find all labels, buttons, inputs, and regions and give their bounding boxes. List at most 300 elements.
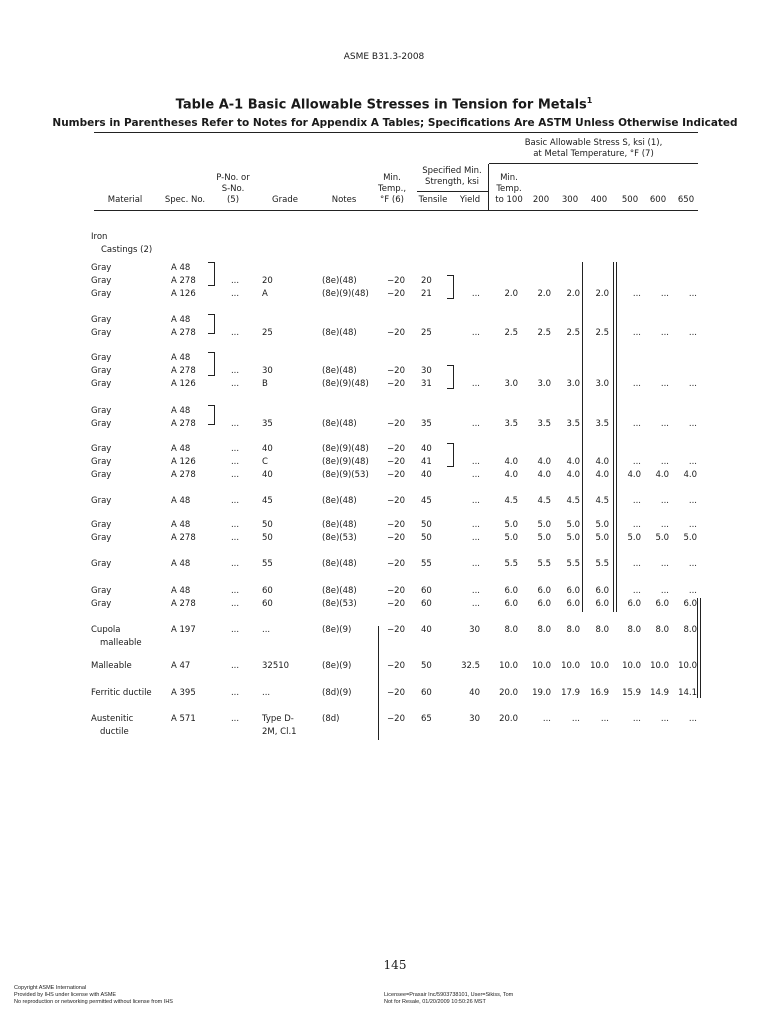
strength-group-header: [412, 166, 492, 188]
cell-mintemp: −20: [387, 276, 405, 286]
cell-stress: 2.0: [566, 289, 580, 299]
cell-spec: A 48: [171, 444, 191, 454]
cell-tensile: 21: [421, 289, 432, 299]
cell-stress: 17.9: [561, 688, 580, 698]
col-spec: Spec. No.: [164, 195, 206, 205]
cell-mintemp: −20: [387, 457, 405, 467]
cell-stress: 8.0: [627, 625, 641, 635]
col-yield: Yield: [459, 195, 481, 205]
cell-stress: 2.0: [537, 289, 551, 299]
cell-stress: ...: [688, 419, 697, 429]
cell-notes: (8e)(48): [322, 496, 357, 506]
cell-stress: ...: [632, 559, 641, 569]
cell-spec: A 48: [171, 353, 191, 363]
cell-notes: (8e)(9)(48): [322, 379, 369, 389]
cell-mintemp: −20: [387, 366, 405, 376]
cell-pno: ...: [230, 444, 240, 454]
cell-stress: 5.0: [627, 533, 641, 543]
cell-mintemp: −20: [387, 470, 405, 480]
cell-stress: 8.0: [595, 625, 609, 635]
footer-right-line2: Not for Resale, 01/20/2009 10:50:26 MST: [384, 999, 486, 1005]
cell-spec: A 48: [171, 406, 191, 416]
cell-tensile: 65: [421, 714, 432, 724]
cell-stress: ...: [632, 379, 641, 389]
cell-mintemp: −20: [387, 419, 405, 429]
cell-stress: 5.5: [504, 559, 518, 569]
cell-grade: 25: [262, 328, 273, 338]
cell-material: Austenitic: [91, 714, 134, 724]
cell-stress: 19.0: [532, 688, 551, 698]
cell-grade: 45: [262, 496, 273, 506]
section-heading: [91, 231, 152, 257]
bracket-mark: [208, 405, 215, 425]
cell-stress: 2.5: [537, 328, 551, 338]
cell-stress: 6.0: [537, 586, 551, 596]
col-mintemp: [372, 173, 412, 206]
cell-stress: 5.0: [537, 533, 551, 543]
cell-stress: ...: [688, 289, 697, 299]
cell-stress: ...: [660, 379, 669, 389]
cell-grade: 55: [262, 559, 273, 569]
cell-stress: 5.0: [683, 533, 697, 543]
cell-yield: ...: [471, 520, 480, 530]
cell-yield: ...: [471, 533, 480, 543]
cell-stress: 5.5: [595, 559, 609, 569]
cell-mintemp: −20: [387, 379, 405, 389]
cell-pno: ...: [230, 533, 240, 543]
cell-notes: (8d)(9): [322, 688, 352, 698]
cell-mintemp: −20: [387, 661, 405, 671]
cell-pno: ...: [230, 470, 240, 480]
cell-stress: ...: [688, 457, 697, 467]
cell-stress: ...: [632, 328, 641, 338]
stress-header-line2: at Metal Temperature, °F (7): [533, 149, 654, 159]
cell-material: Gray: [91, 289, 112, 299]
cell-spec: A 571: [171, 714, 196, 724]
cell-stress: 14.9: [650, 688, 669, 698]
cell-stress: 4.0: [566, 470, 580, 480]
cell-pno: ...: [230, 366, 240, 376]
cell-stress: 3.5: [566, 419, 580, 429]
footer-right: [384, 992, 513, 1006]
cell-tensile: 40: [421, 444, 432, 454]
table-title-text: Table A-1 Basic Allowable Stresses in Tension for Metals: [175, 97, 587, 113]
cell-grade: 40: [262, 444, 273, 454]
col-temp-650: 650: [677, 195, 695, 205]
cell-yield: 30: [469, 625, 480, 635]
cell-mintemp: −20: [387, 714, 405, 724]
cell-notes: (8e)(48): [322, 520, 357, 530]
cell-material: Gray: [91, 315, 112, 325]
col-mintemp-line1: Min.: [383, 173, 401, 183]
cell-pno: ...: [230, 419, 240, 429]
cell-stress: 3.5: [595, 419, 609, 429]
cell-stress: ...: [571, 714, 580, 724]
cell-yield: ...: [471, 289, 480, 299]
cell-grade: C: [262, 457, 268, 467]
cell-stress: 4.5: [595, 496, 609, 506]
rule-400: [582, 262, 583, 612]
cell-spec: A 395: [171, 688, 196, 698]
cell-mintemp: −20: [387, 520, 405, 530]
rule-500b: [616, 262, 617, 612]
cell-stress: ...: [688, 586, 697, 596]
col-temp-400: 400: [590, 195, 608, 205]
cell-pno: ...: [230, 599, 240, 609]
cell-stress: 16.9: [590, 688, 609, 698]
rule-500a: [613, 262, 614, 612]
cell-spec: A 48: [171, 520, 191, 530]
cell-tensile: 60: [421, 688, 432, 698]
cell-stress: ...: [632, 496, 641, 506]
cell-tensile: 30: [421, 366, 432, 376]
cell-grade: 2M, Cl.1: [262, 727, 297, 737]
cell-stress: 5.0: [504, 533, 518, 543]
cell-material: Gray: [91, 328, 112, 338]
bracket-mark: [447, 443, 454, 467]
cell-stress: 4.0: [504, 470, 518, 480]
cell-notes: (8e)(48): [322, 419, 357, 429]
cell-spec: A 48: [171, 315, 191, 325]
cell-mintemp: −20: [387, 328, 405, 338]
cell-stress: ...: [632, 289, 641, 299]
cell-mintemp: −20: [387, 599, 405, 609]
cell-material: Gray: [91, 263, 112, 273]
cell-stress: 8.0: [566, 625, 580, 635]
cell-grade: 32510: [262, 661, 290, 671]
cell-notes: (8e)(48): [322, 586, 357, 596]
cell-stress: 3.0: [504, 379, 518, 389]
running-header: ASME B31.3-2008: [343, 52, 425, 62]
col-temp-200: 200: [532, 195, 550, 205]
cell-stress: 6.0: [627, 599, 641, 609]
cell-pno: ...: [230, 496, 240, 506]
cell-stress: 3.5: [537, 419, 551, 429]
cell-stress: ...: [632, 457, 641, 467]
cell-tensile: 55: [421, 559, 432, 569]
cell-stress: ...: [660, 559, 669, 569]
cell-mintemp: −20: [387, 496, 405, 506]
cell-mintemp: −20: [387, 533, 405, 543]
cell-mintemp: −20: [387, 625, 405, 635]
bracket-mark: [208, 314, 215, 334]
cell-stress: ...: [632, 586, 641, 596]
cell-tensile: 60: [421, 599, 432, 609]
cell-material: Gray: [91, 586, 112, 596]
footer-right-line1: Licensee=Praxair Inc/5903738101, User=Sikiss, Tom: [384, 992, 514, 998]
cell-grade: 50: [262, 520, 273, 530]
section-heading-line2: Castings (2): [101, 245, 153, 255]
cell-notes: (8e)(48): [322, 276, 357, 286]
cell-stress: ...: [632, 714, 641, 724]
cell-stress: 5.0: [537, 520, 551, 530]
cell-pno: ...: [230, 586, 240, 596]
cell-grade: 60: [262, 599, 273, 609]
cell-spec: A 278: [171, 419, 196, 429]
cell-material: Ferritic ductile: [91, 688, 152, 698]
cell-tensile: 40: [421, 625, 432, 635]
cell-grade: A: [262, 289, 268, 299]
cell-stress: 4.5: [537, 496, 551, 506]
cell-yield: 32.5: [461, 661, 480, 671]
cell-spec: A 48: [171, 586, 191, 596]
col-tensile: Tensile: [418, 195, 448, 205]
header-top-rule: [94, 132, 698, 133]
cell-material: Gray: [91, 496, 112, 506]
cell-stress: 3.5: [504, 419, 518, 429]
cell-stress: 2.5: [504, 328, 518, 338]
cell-yield: ...: [471, 496, 480, 506]
cell-stress: 20.0: [499, 714, 518, 724]
cell-pno: ...: [230, 520, 240, 530]
col-to100: [489, 173, 529, 206]
cell-mintemp: −20: [387, 444, 405, 454]
cell-stress: 5.0: [595, 520, 609, 530]
cell-yield: ...: [471, 559, 480, 569]
cell-stress: ...: [688, 714, 697, 724]
col-to100-line3: to 100: [495, 195, 523, 205]
cell-stress: 4.0: [537, 457, 551, 467]
cell-stress: 8.0: [683, 625, 697, 635]
cell-material: Gray: [91, 379, 112, 389]
bracket-mark: [208, 352, 215, 376]
cell-tensile: 40: [421, 470, 432, 480]
cell-stress: 6.0: [595, 599, 609, 609]
cell-stress: ...: [660, 289, 669, 299]
col-pno-line1: P-No. or: [216, 173, 250, 183]
cell-stress: 10.0: [561, 661, 580, 671]
cell-material: Gray: [91, 419, 112, 429]
cell-notes: (8e)(9)(53): [322, 470, 369, 480]
cell-stress: 10.0: [590, 661, 609, 671]
cell-tensile: 60: [421, 586, 432, 596]
cell-stress: 4.5: [566, 496, 580, 506]
cell-material: Gray: [91, 533, 112, 543]
cell-grade: 20: [262, 276, 273, 286]
cell-stress: 3.0: [566, 379, 580, 389]
col-material: Material: [107, 195, 143, 205]
col-to100-line1: Min.: [500, 173, 518, 183]
cell-yield: ...: [471, 328, 480, 338]
cell-grade: 35: [262, 419, 273, 429]
cell-stress: 10.0: [622, 661, 641, 671]
cell-material: ductile: [100, 727, 129, 737]
cell-stress: 4.0: [595, 457, 609, 467]
footer-left: [14, 985, 173, 1006]
cell-stress: 2.0: [504, 289, 518, 299]
cell-material: Gray: [91, 353, 112, 363]
cell-stress: 4.5: [504, 496, 518, 506]
cell-stress: 5.0: [595, 533, 609, 543]
cell-tensile: 25: [421, 328, 432, 338]
cell-notes: (8e)(48): [322, 366, 357, 376]
cell-pno: ...: [230, 714, 240, 724]
cell-notes: (8e)(9)(48): [322, 457, 369, 467]
cell-stress: ...: [660, 714, 669, 724]
cell-stress: ...: [660, 419, 669, 429]
cell-stress: 5.0: [655, 533, 669, 543]
cell-stress: ...: [688, 496, 697, 506]
cell-grade: ...: [262, 688, 271, 698]
col-notes: Notes: [331, 195, 357, 205]
cell-material: Gray: [91, 444, 112, 454]
rule-mintemp: [378, 626, 379, 740]
cell-stress: 5.0: [566, 533, 580, 543]
cell-pno: ...: [230, 289, 240, 299]
cell-spec: A 48: [171, 496, 191, 506]
cell-yield: ...: [471, 419, 480, 429]
cell-stress: 4.0: [655, 470, 669, 480]
cell-stress: 5.0: [566, 520, 580, 530]
cell-notes: (8e)(9): [322, 661, 352, 671]
strength-header-line2: Strength, ksi: [425, 177, 479, 187]
cell-stress: ...: [660, 520, 669, 530]
bracket-mark: [208, 262, 215, 286]
cell-stress: 4.0: [595, 470, 609, 480]
cell-stress: 6.0: [566, 586, 580, 596]
cell-stress: 8.0: [537, 625, 551, 635]
cell-stress: 8.0: [504, 625, 518, 635]
cell-material: Gray: [91, 599, 112, 609]
cell-material: Gray: [91, 406, 112, 416]
cell-notes: (8e)(9)(48): [322, 444, 369, 454]
cell-spec: A 278: [171, 470, 196, 480]
cell-spec: A 278: [171, 533, 196, 543]
cell-stress: ...: [632, 419, 641, 429]
cell-yield: 30: [469, 714, 480, 724]
rule-650b: [700, 598, 701, 698]
table-subtitle: Numbers in Parentheses Refer to Notes for Appendix A Tables; Specifications Are ASTM Unless Otherwise Indicated: [52, 117, 738, 129]
cell-grade: Type D-: [262, 714, 294, 724]
cell-stress: ...: [632, 520, 641, 530]
page-number: 145: [383, 958, 407, 972]
cell-tensile: 41: [421, 457, 432, 467]
footer-left-line3: No reproduction or networking permitted without license from IHS: [14, 999, 173, 1005]
cell-material: Gray: [91, 559, 112, 569]
cell-stress: 5.0: [504, 520, 518, 530]
cell-stress: ...: [688, 379, 697, 389]
cell-stress: 10.0: [650, 661, 669, 671]
cell-material: Gray: [91, 470, 112, 480]
cell-stress: 14.1: [678, 688, 697, 698]
cell-pno: ...: [230, 276, 240, 286]
cell-stress: ...: [660, 457, 669, 467]
cell-stress: 10.0: [532, 661, 551, 671]
col-temp-600: 600: [649, 195, 667, 205]
cell-spec: A 278: [171, 276, 196, 286]
cell-spec: A 48: [171, 263, 191, 273]
cell-stress: 20.0: [499, 688, 518, 698]
cell-mintemp: −20: [387, 559, 405, 569]
footer-left-line1: Copyright ASME International: [14, 985, 87, 991]
cell-yield: ...: [471, 379, 480, 389]
cell-stress: 8.0: [655, 625, 669, 635]
stress-group-header: [489, 138, 698, 160]
cell-stress: 4.0: [683, 470, 697, 480]
strength-group-rule: [417, 191, 488, 192]
cell-grade: 60: [262, 586, 273, 596]
cell-stress: 4.0: [537, 470, 551, 480]
cell-grade: 40: [262, 470, 273, 480]
cell-stress: 15.9: [622, 688, 641, 698]
cell-mintemp: −20: [387, 586, 405, 596]
cell-grade: B: [262, 379, 268, 389]
cell-tensile: 20: [421, 276, 432, 286]
cell-stress: 10.0: [499, 661, 518, 671]
cell-spec: A 48: [171, 559, 191, 569]
cell-grade: ...: [262, 625, 271, 635]
cell-stress: ...: [600, 714, 609, 724]
cell-stress: 2.5: [566, 328, 580, 338]
cell-material: Gray: [91, 366, 112, 376]
col-mintemp-line3: °F (6): [380, 195, 404, 205]
cell-stress: ...: [688, 520, 697, 530]
cell-notes: (8e)(48): [322, 328, 357, 338]
cell-tensile: 45: [421, 496, 432, 506]
cell-pno: ...: [230, 559, 240, 569]
header-bottom-rule: [94, 210, 698, 211]
cell-yield: 40: [469, 688, 480, 698]
col-pno: [205, 173, 261, 206]
col-temp-500: 500: [621, 195, 639, 205]
cell-pno: ...: [230, 625, 240, 635]
cell-yield: ...: [471, 457, 480, 467]
cell-notes: (8d): [322, 714, 340, 724]
col-pno-line2: S-No.: [221, 184, 245, 194]
cell-stress: 6.0: [595, 586, 609, 596]
cell-pno: ...: [230, 328, 240, 338]
title-footnote: 1: [586, 96, 593, 105]
cell-stress: ...: [688, 559, 697, 569]
bracket-mark: [447, 365, 454, 389]
cell-mintemp: −20: [387, 688, 405, 698]
col-grade: Grade: [272, 195, 298, 205]
footer-left-line2: Provided by IHS under license with ASME: [14, 992, 117, 998]
cell-yield: ...: [471, 586, 480, 596]
cell-stress: ...: [660, 496, 669, 506]
strength-header-line1: Specified Min.: [422, 166, 482, 176]
cell-yield: ...: [471, 599, 480, 609]
cell-stress: ...: [660, 328, 669, 338]
cell-tensile: 31: [421, 379, 432, 389]
cell-material: malleable: [100, 638, 142, 648]
cell-stress: 4.0: [627, 470, 641, 480]
cell-tensile: 50: [421, 520, 432, 530]
section-heading-line1: Iron: [91, 232, 108, 242]
cell-stress: 4.0: [566, 457, 580, 467]
cell-stress: ...: [660, 586, 669, 596]
col-pno-line3: (5): [226, 195, 240, 205]
cell-stress: 6.0: [504, 599, 518, 609]
cell-tensile: 50: [421, 661, 432, 671]
cell-notes: (8e)(9): [322, 625, 352, 635]
cell-stress: ...: [542, 714, 551, 724]
cell-tensile: 50: [421, 533, 432, 543]
cell-stress: 2.5: [595, 328, 609, 338]
cell-material: Cupola: [91, 625, 121, 635]
cell-material: Malleable: [91, 661, 132, 671]
stress-header-line1: Basic Allowable Stress S, ksi (1),: [524, 138, 663, 148]
cell-notes: (8e)(53): [322, 533, 357, 543]
cell-material: Gray: [91, 520, 112, 530]
cell-stress: 3.0: [595, 379, 609, 389]
cell-notes: (8e)(53): [322, 599, 357, 609]
cell-grade: 30: [262, 366, 273, 376]
cell-spec: A 126: [171, 379, 196, 389]
stress-group-rule: [489, 163, 698, 164]
cell-stress: 6.0: [655, 599, 669, 609]
table-title: [0, 96, 768, 112]
